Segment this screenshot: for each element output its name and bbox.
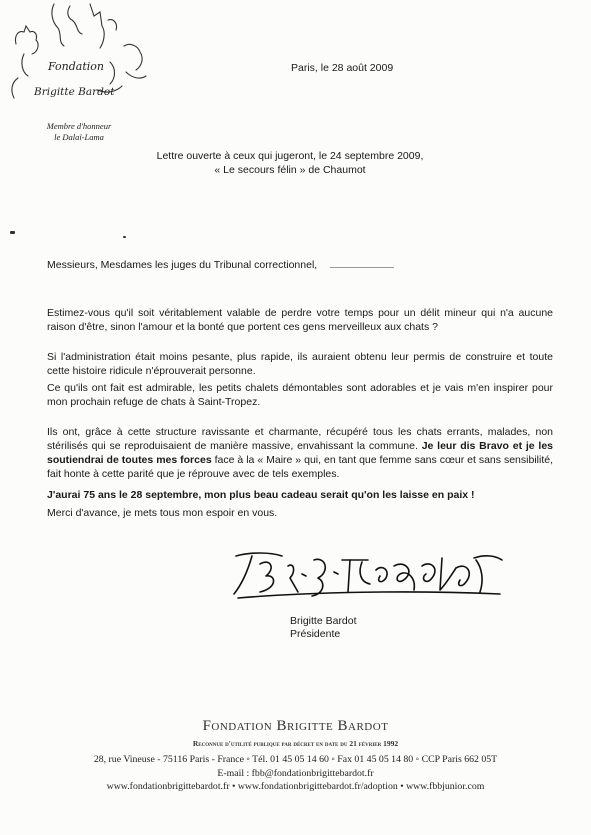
honor-line-2: le Dalaï-Lama [54,132,104,142]
paragraph-6: Merci d'avance, je mets tous mon espoir en vous. [47,507,278,519]
letter-subject [120,149,460,177]
paragraph-4-bold: Je leur dis Bravo et je les soutiendrai de toutes mes forces [47,440,553,466]
paragraph-2: Si l'administration était moins pesante, plus rapide, ils auraient obtenu leur permis de construire et toute cette histoire ridicule n'éprouverait personne. [47,351,553,377]
foundation-logo [6,2,156,114]
signer-block [290,615,357,641]
paragraph-4-rest: face à la « Maire » qui, en tant que femme sans cœur et sans sensibilité, fait honte à cette parité que je réprouve avec de tels exemples. [47,454,553,480]
footer-email[interactable]: E-mail : fbb@fondationbrigittebardot.fr [217,768,374,779]
scan-speck [10,231,15,234]
salutation-underline [330,267,394,268]
logo-text-fondation: Fondation [48,60,104,73]
paragraph-5: J'aurai 75 ans le 28 septembre, mon plus beau cadeau serait qu'on les laisse en paix ! [47,489,475,501]
footer-websites[interactable]: www.fondationbrigittebardot.fr • www.fondationbrigittebardot.fr/adoption • www.fbbjunior.com [106,781,485,792]
scan-speck [123,236,126,238]
letter-date: Paris, le 28 août 2009 [291,62,394,74]
footer-foundation-title: Fondation Brigitte Bardot [202,718,389,734]
paragraph-4 [47,425,553,481]
signer-role: Présidente [290,628,341,640]
salutation: Messieurs, Mesdames les juges du Tribunal correctionnel, [47,259,318,271]
signature-icon [230,548,505,600]
subject-line-2: « Le secours félin » de Chaumot [214,164,366,176]
paragraph-4-intro: Ils ont, grâce à cette structure ravissante et charmante, récupéré tous les chats errants, malades, non stérilisés qui se reproduisaient de manière massive, envahissant la commune. [47,426,553,452]
paragraph-1: Estimez-vous qu'il soit véritablement valable de perdre votre temps pour un délit mineur qui n'a aucune raison d'être, sinon l'amour et la bonté que portent ces gens merveilleux aux chats ? [47,307,553,333]
honor-member [34,121,124,143]
footer-address: 28, rue Vineuse - 75116 Paris - France ◦ Tél. 01 45 05 14 60 ◦ Fax 01 45 05 14 80 ◦ CCP Paris 662 05T [93,754,498,765]
footer-recognition: Reconnue d'utilité publique par décret en date du 21 février 1992 [192,739,399,748]
paragraph-3: Ce qu'ils ont fait est admirable, les petits chalets démontables sont adorables et je vais m'en inspirer pour mon prochain refuge de chats à Saint-Tropez. [47,382,553,408]
subject-line-1: Lettre ouverte à ceux qui jugeront, le 24 septembre 2009, [156,150,424,162]
signer-name: Brigitte Bardot [290,615,357,627]
honor-line-1: Membre d'honneur [46,121,112,131]
logo-text-name: Brigitte Bardot [34,86,115,98]
handwritten-signature [230,548,505,600]
